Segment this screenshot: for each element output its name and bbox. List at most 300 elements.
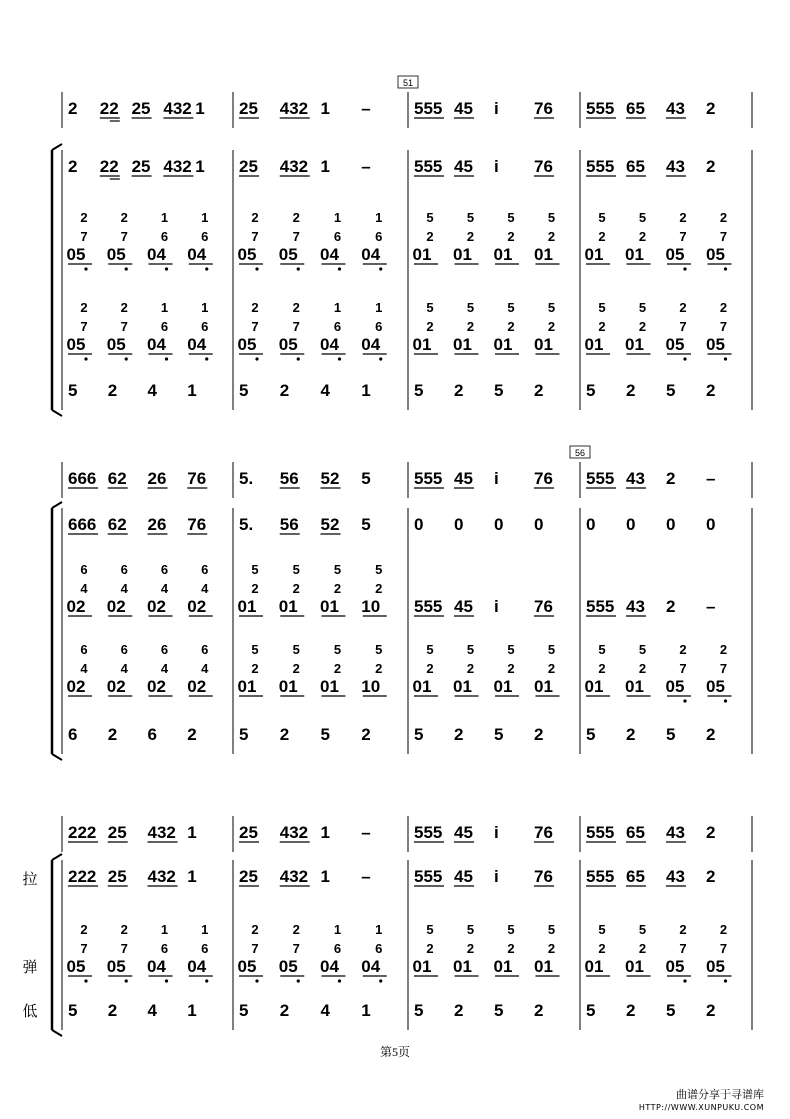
note-token: 5 [361,469,371,488]
note-token: 2 [454,1001,464,1020]
chord-note-mid: 2 [547,941,556,956]
chord-note-top: 2 [719,210,728,225]
note-token: 5 [320,725,330,744]
note-token: 43 [666,157,685,176]
chord-note-bottom: 01 [320,677,339,696]
chord-note-bottom: 01 [320,597,339,616]
chord-note-mid: 6 [333,229,342,244]
chord-note-bottom: 01 [453,245,472,264]
chord-note-top: 5 [333,562,342,577]
octave-dot [724,699,727,702]
chord-note-bottom: 05 [66,245,86,264]
chord-note-top: 2 [719,300,728,315]
note-token: 45 [454,597,473,616]
chord-note-top: 6 [80,562,88,577]
note-token: 555 [414,99,443,118]
chord-note-mid: 7 [251,319,259,334]
chord-note-top: 1 [160,210,169,225]
note-token: 432 [279,867,309,886]
note-token: 2 [279,1001,290,1020]
octave-dot [379,267,382,270]
note-token: i [494,99,499,118]
chord-note-top: 1 [201,300,209,315]
chord-note-top: 6 [201,642,209,657]
chord-note-bottom: 04 [361,335,381,354]
chord-note-top: 2 [120,922,128,937]
note-token: 1 [320,867,330,886]
chord-note-bottom: 05 [665,957,685,976]
chord-note-mid: 2 [466,941,475,956]
site-watermark [639,1088,764,1114]
octave-dot [255,979,258,982]
note-token: 5 [414,725,424,744]
chord-note-bottom: 05 [237,335,257,354]
chord-note-bottom: 02 [106,677,126,696]
octave-dot [683,699,686,702]
chord-note-top: 2 [679,642,687,657]
chord-note-mid: 7 [120,229,128,244]
chord-note-mid: 7 [251,229,259,244]
chord-note-bottom: 05 [278,335,298,354]
note-token: 555 [586,597,615,616]
chord-note-top: 5 [598,300,606,315]
chord-note-top: 2 [80,210,88,225]
chord-note-bottom: 01 [493,677,513,696]
note-token: 5 [414,381,424,400]
chord-note-bottom: 02 [187,677,207,696]
chord-note-bottom: 04 [320,957,339,976]
chord-note-mid: 2 [547,661,556,676]
bracket-hook [52,854,62,860]
chord-note-bottom: 05 [237,245,257,264]
chord-note-bottom: 02 [66,677,86,696]
chord-note-top: 2 [292,922,300,937]
chord-note-mid: 4 [120,581,128,596]
chord-note-top: 5 [426,210,434,225]
chord-note-top: 2 [120,210,128,225]
chord-note-bottom: 04 [147,957,166,976]
note-token: 0 [706,515,716,534]
octave-dot [683,979,686,982]
chord-note-mid: 2 [638,661,647,676]
chord-note-top: 5 [598,210,606,225]
note-token: 1 [195,157,205,176]
note-token: 5 [494,381,504,400]
note-token: 2 [68,157,78,176]
chord-note-top: 5 [251,562,259,577]
note-token: 1 [320,99,330,118]
note-token: 0 [534,515,544,534]
note-token: 45 [454,469,473,488]
chord-note-bottom: 05 [278,957,298,976]
chord-note-bottom: 01 [412,335,432,354]
octave-dot [125,357,128,360]
bracket-hook [52,1030,62,1036]
chord-note-mid: 2 [507,319,515,334]
chord-note-top: 5 [426,300,434,315]
note-token: 2 [706,157,716,176]
chord-note-top: 6 [160,562,169,577]
note-token: – [706,597,716,616]
note-token: 2 [626,725,636,744]
note-token: 5 [361,515,371,534]
note-token: 25 [107,867,127,886]
chord-note-bottom: 04 [320,245,339,264]
note-token: 65 [626,157,645,176]
chord-note-top: 1 [375,922,383,937]
note-token: 25 [239,99,258,118]
note-token: 0 [454,515,464,534]
octave-dot [724,357,727,360]
note-token: 56 [279,469,299,488]
note-token: – [706,469,716,488]
chord-note-bottom: 01 [493,245,513,264]
chord-note-top: 1 [160,922,169,937]
note-token: 45 [454,823,473,842]
chord-note-bottom: 05 [278,245,298,264]
note-token: 666 [68,469,97,488]
note-token: 1 [361,1001,371,1020]
note-token: 2 [706,867,716,886]
octave-dot [297,267,300,270]
chord-note-bottom: 01 [625,335,644,354]
note-token: 2 [107,381,118,400]
note-token: 2 [454,381,464,400]
note-token: 4 [320,1001,330,1020]
chord-note-top: 2 [292,210,300,225]
note-token: 6 [68,725,78,744]
note-token: 25 [131,157,151,176]
note-token: 65 [626,99,645,118]
chord-note-mid: 6 [201,229,209,244]
note-token: 2 [454,725,464,744]
note-token: 5 [666,725,676,744]
chord-note-mid: 6 [160,941,169,956]
note-token: 555 [586,469,615,488]
chord-note-mid: 4 [160,581,169,596]
chord-note-top: 1 [160,300,169,315]
chord-note-bottom: 05 [106,335,126,354]
chord-note-bottom: 02 [187,597,207,616]
chord-note-top: 5 [547,300,556,315]
chord-note-bottom: 04 [361,957,381,976]
chord-note-mid: 7 [719,661,728,676]
chord-note-mid: 2 [638,229,647,244]
octave-dot [724,267,727,270]
chord-note-mid: 2 [375,661,383,676]
chord-note-bottom: 02 [147,597,166,616]
note-token: 432 [163,157,192,176]
chord-note-mid: 2 [638,319,647,334]
chord-note-bottom: 01 [453,335,472,354]
chord-note-top: 5 [598,642,606,657]
chord-note-mid: 6 [333,319,342,334]
note-token: 26 [147,515,167,534]
octave-dot [297,979,300,982]
note-token: 5. [239,515,254,534]
chord-note-bottom: 05 [106,957,126,976]
chord-note-mid: 2 [507,941,515,956]
chord-note-mid: 2 [292,661,300,676]
chord-note-mid: 6 [201,941,209,956]
octave-dot [125,267,128,270]
note-token: 45 [454,99,473,118]
chord-note-top: 5 [466,642,475,657]
note-token: 65 [626,823,645,842]
chord-note-mid: 7 [719,319,728,334]
note-token: 0 [414,515,424,534]
chord-note-mid: 6 [375,319,383,334]
chord-note-bottom: 05 [706,957,725,976]
octave-dot [379,979,382,982]
chord-note-mid: 2 [466,229,475,244]
chord-note-bottom: 02 [66,597,86,616]
note-token: 5 [239,725,249,744]
chord-note-mid: 7 [251,941,259,956]
chord-note-bottom: 01 [584,245,604,264]
chord-note-top: 1 [333,210,342,225]
note-token: 0 [494,515,504,534]
chord-note-mid: 2 [251,581,259,596]
note-token: 555 [586,99,615,118]
octave-dot [338,979,341,982]
chord-note-bottom: 01 [237,677,257,696]
note-token: 5 [239,1001,249,1020]
chord-note-top: 2 [251,210,259,225]
chord-note-bottom: 02 [147,677,166,696]
octave-dot [255,357,258,360]
chord-note-mid: 7 [292,319,300,334]
chord-note-bottom: 05 [237,957,257,976]
chord-note-mid: 7 [80,941,88,956]
chord-note-bottom: 01 [493,335,513,354]
chord-note-mid: 6 [160,319,169,334]
note-token: – [361,99,371,118]
site-name: 曲谱分享于寻谱库 [676,1088,764,1101]
note-token: – [361,867,371,886]
octave-dot [683,267,686,270]
note-token: 1 [361,381,371,400]
chord-note-mid: 7 [719,941,728,956]
chord-note-mid: 7 [120,319,128,334]
note-token: 222 [68,823,97,842]
note-token: – [361,157,371,176]
chord-note-mid: 4 [160,661,169,676]
chord-note-top: 5 [466,210,475,225]
note-token: i [494,469,499,488]
note-token: 5 [239,381,249,400]
note-token: 76 [534,597,553,616]
note-token: – [361,823,371,842]
note-token: 5 [586,381,596,400]
note-token: 555 [586,157,615,176]
note-token: 432 [279,157,309,176]
note-token: 1 [187,1001,197,1020]
note-token: 555 [414,157,443,176]
chord-note-top: 6 [120,642,128,657]
chord-note-mid: 2 [426,941,434,956]
octave-dot [255,267,258,270]
chord-note-mid: 7 [679,661,687,676]
note-token: 2 [534,725,544,744]
chord-note-bottom: 01 [584,957,604,976]
note-token: 222 [68,867,97,886]
chord-note-bottom: 04 [187,245,207,264]
chord-note-bottom: 01 [534,245,553,264]
chord-note-bottom: 01 [534,957,553,976]
note-token: 2 [279,725,290,744]
note-token: 2 [706,381,716,400]
chord-note-top: 5 [547,642,556,657]
note-token: 5 [586,1001,596,1020]
chord-note-bottom: 01 [412,245,432,264]
note-token: 1 [187,867,197,886]
chord-note-top: 2 [719,642,728,657]
measure-number: 51 [402,78,414,88]
chord-note-bottom: 04 [147,245,166,264]
note-token: 2 [107,1001,118,1020]
octave-dot [205,357,208,360]
note-token: 2 [187,725,197,744]
chord-note-mid: 4 [80,581,88,596]
note-token: 5 [68,381,78,400]
note-token: 5 [666,381,676,400]
chord-note-top: 5 [507,642,515,657]
chord-note-mid: 7 [292,941,300,956]
chord-note-bottom: 01 [625,245,644,264]
site-url: HTTP://WWW.XUNPUKU.COM [638,1103,764,1112]
note-token: 555 [414,867,443,886]
note-token: 25 [131,99,151,118]
chord-note-bottom: 01 [534,335,553,354]
octave-dot [165,357,168,360]
chord-note-mid: 7 [679,319,687,334]
note-token: 25 [107,823,127,842]
note-token: 5 [666,1001,676,1020]
chord-note-top: 5 [547,922,556,937]
note-token: 2 [279,381,290,400]
chord-note-mid: 2 [598,661,606,676]
octave-dot [125,979,128,982]
note-token: 5 [414,1001,424,1020]
note-token: 666 [68,515,97,534]
chord-note-top: 5 [598,922,606,937]
note-token: 2 [626,1001,636,1020]
note-token: 5 [494,1001,504,1020]
note-token: 2 [666,597,676,616]
note-token: 43 [626,597,645,616]
note-token: 432 [279,99,309,118]
chord-note-mid: 2 [598,941,606,956]
chord-note-bottom: 05 [706,335,725,354]
bracket-hook [52,754,62,760]
bracket-hook [52,144,62,150]
chord-note-top: 5 [292,562,300,577]
page-footer: 第5页 [379,1045,410,1059]
octave-dot [724,979,727,982]
note-token: 432 [163,99,192,118]
note-token: 65 [626,867,645,886]
chord-note-bottom: 05 [66,957,86,976]
chord-note-bottom: 01 [412,677,432,696]
chord-note-bottom: 05 [706,245,725,264]
octave-dot [205,267,208,270]
chord-note-top: 6 [201,562,209,577]
chord-note-top: 6 [80,642,88,657]
note-token: 0 [586,515,596,534]
chord-note-mid: 4 [201,661,209,676]
note-token: 2 [68,99,78,118]
chord-note-top: 2 [679,210,687,225]
chord-note-mid: 2 [333,661,342,676]
chord-note-mid: 6 [375,941,383,956]
note-token: 555 [414,823,443,842]
chord-note-mid: 4 [120,661,128,676]
chord-note-bottom: 05 [106,245,126,264]
chord-note-top: 2 [679,922,687,937]
chord-note-top: 5 [466,922,475,937]
chord-note-top: 5 [292,642,300,657]
chord-note-top: 5 [426,922,434,937]
note-token: 76 [534,823,553,842]
note-token: 22 [99,157,119,176]
chord-note-top: 5 [547,210,556,225]
note-token: 5 [494,725,504,744]
chord-note-top: 5 [426,642,434,657]
chord-note-top: 5 [507,922,515,937]
chord-note-bottom: 01 [453,677,472,696]
note-token: 2 [706,99,716,118]
octave-dot [205,979,208,982]
note-token: 52 [320,515,340,534]
octave-dot [84,979,87,982]
note-token: 1 [320,157,330,176]
chord-note-mid: 7 [679,941,687,956]
chord-note-top: 5 [507,210,515,225]
chord-note-bottom: 10 [361,597,381,616]
chord-note-top: 5 [638,922,647,937]
note-token: 25 [239,823,258,842]
chord-note-bottom: 04 [187,335,207,354]
note-token: 76 [187,469,207,488]
note-token: 1 [195,99,205,118]
note-token: 1 [187,381,197,400]
chord-note-top: 5 [375,642,383,657]
chord-note-mid: 4 [201,581,209,596]
chord-note-bottom: 04 [361,245,381,264]
chord-note-mid: 2 [466,661,475,676]
octave-dot [165,979,168,982]
note-token: 0 [666,515,676,534]
note-token: 2 [361,725,371,744]
note-token: 2 [706,823,716,842]
note-token: 76 [534,469,553,488]
note-token: 52 [320,469,340,488]
note-token: 2 [107,725,118,744]
chord-note-mid: 6 [375,229,383,244]
note-token: 45 [454,157,473,176]
chord-note-bottom: 04 [147,335,166,354]
instrument-label: 弹 [22,958,38,976]
note-token: 25 [239,867,258,886]
chord-note-mid: 2 [251,661,259,676]
chord-note-top: 5 [333,642,342,657]
note-token: i [494,823,499,842]
chord-note-mid: 7 [292,229,300,244]
chord-note-bottom: 01 [625,677,644,696]
note-token: 43 [666,867,685,886]
note-token: 25 [239,157,258,176]
